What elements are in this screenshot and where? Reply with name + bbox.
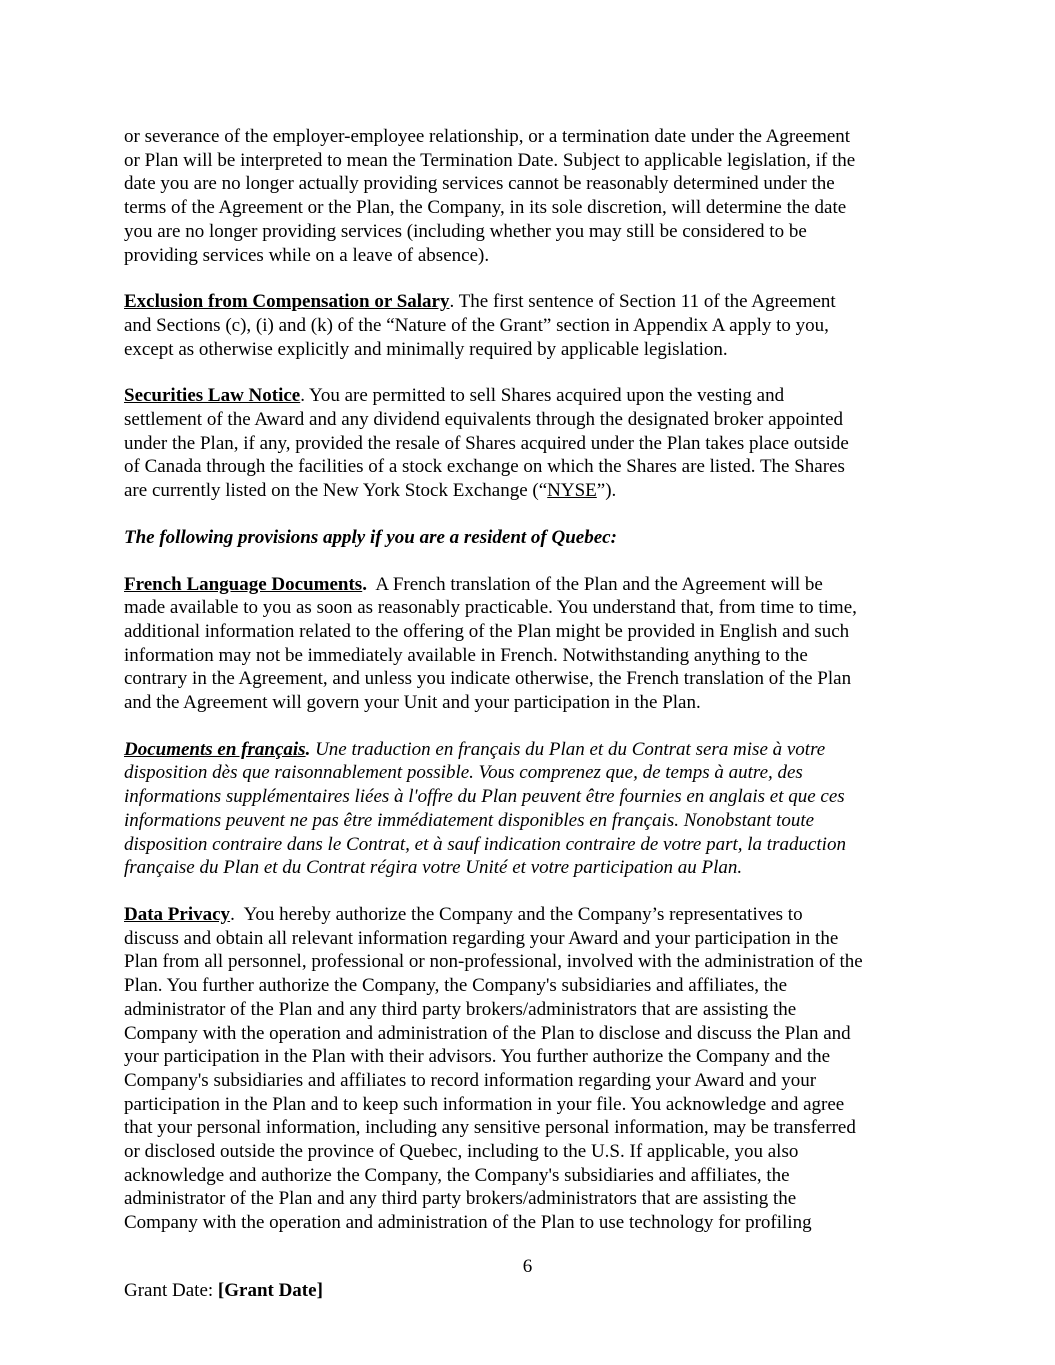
text-line: disposition dès que raisonnablement possible. Vous comprenez que, de temps à autre, des bbox=[124, 762, 803, 784]
footer-grant-date bbox=[124, 1280, 323, 1302]
french-language-paragraph bbox=[124, 573, 954, 715]
exclusion-paragraph bbox=[124, 290, 954, 361]
text-line: additional information related to the offering of the Plan might be provided in English and such bbox=[124, 620, 850, 642]
text-line: informations peuvent ne pas être immédiatement disponibles en français. Nonobstant toute bbox=[124, 809, 815, 831]
text-line: discuss and obtain all relevant information regarding your Award and your participation in the bbox=[124, 927, 839, 949]
text-line: administrator of the Plan and any third party brokers/administrators that are assisting the bbox=[124, 998, 797, 1020]
text-line: terms of the Agreement or the Plan, the Company, in its sole discretion, will determine the date bbox=[124, 197, 847, 219]
text-line: providing services while on a leave of absence). bbox=[124, 244, 490, 266]
text-run: ”). bbox=[596, 480, 617, 502]
text-run: are currently listed on the New York Stock Exchange (“ bbox=[124, 480, 548, 502]
text-line: Company's subsidiaries and affiliates to record information regarding your Award and your bbox=[124, 1069, 817, 1091]
text-line: or disclosed outside the province of Quebec, including to the U.S. If applicable, you also bbox=[124, 1141, 799, 1163]
document-page bbox=[124, 125, 954, 1258]
securities-heading: Securities Law Notice bbox=[124, 385, 301, 407]
text-line: contrary in the Agreement, and unless you indicate otherwise, the French translation of the Plan bbox=[124, 668, 852, 690]
text-line: your participation in the Plan with their advisors. You further authorize the Company and the bbox=[124, 1046, 831, 1068]
text-run: Une traduction en français du Plan et du Contrat sera mise à votre bbox=[310, 738, 826, 760]
documents-en-francais-heading: Documents en français bbox=[124, 738, 306, 760]
data-privacy-heading: Data Privacy bbox=[124, 903, 231, 925]
text-run: . You are permitted to sell Shares acquired upon the vesting and bbox=[300, 385, 785, 407]
securities-paragraph bbox=[124, 384, 954, 503]
text-line: or Plan will be interpreted to mean the Termination Date. Subject to applicable legislation, if the bbox=[124, 149, 856, 171]
text-line: française du Plan et du Contrat régira votre Unité et votre participation au Plan. bbox=[124, 857, 743, 879]
exclusion-heading: Exclusion from Compensation or Salary bbox=[124, 291, 450, 313]
page-number: 6 bbox=[522, 1256, 533, 1277]
text-line: Plan. You further authorize the Company, the Company's subsidiaries and affiliates, the bbox=[124, 975, 788, 997]
text-line bbox=[124, 479, 954, 503]
text-line: under the Plan, if any, provided the resale of Shares acquired under the Plan takes place outside bbox=[124, 432, 849, 454]
text-line bbox=[124, 738, 954, 762]
text-line: and Sections (c), (i) and (k) of the “Nature of the Grant” section in Appendix A apply to you, bbox=[124, 314, 829, 336]
termination-paragraph bbox=[124, 125, 954, 267]
french-language-heading: French Language Documents bbox=[124, 573, 363, 595]
text-line: informations supplémentaires liées à l'offre du Plan peuvent être fournies en anglais et que ces bbox=[124, 786, 845, 808]
text-run: . You hereby authorize the Company and the Company’s representatives to bbox=[230, 903, 803, 925]
text-run: . The first sentence of Section 11 of the Agreement bbox=[449, 291, 836, 313]
text-line: administrator of the Plan and any third party brokers/administrators that are assisting the bbox=[124, 1188, 797, 1210]
data-privacy-paragraph bbox=[124, 903, 954, 1235]
text-line: made available to you as soon as reasonably practicable. You understand that, from time to time, bbox=[124, 597, 857, 619]
text-line bbox=[124, 903, 954, 927]
text-line bbox=[124, 573, 954, 597]
text-line: you are no longer providing services (including whether you may still be considered to be bbox=[124, 220, 807, 242]
text-line: Company with the operation and administration of the Plan to use technology for profiling bbox=[124, 1212, 812, 1234]
text-line: of Canada through the facilities of a stock exchange on which the Shares are listed. The Shares bbox=[124, 456, 845, 478]
nyse-abbreviation: NYSE bbox=[547, 480, 597, 502]
text-line: Company with the operation and administration of the Plan to disclose and discuss the Plan and bbox=[124, 1022, 851, 1044]
text-line: information may not be immediately available in French. Notwithstanding anything to the bbox=[124, 644, 808, 666]
text-line bbox=[124, 384, 954, 408]
text-line: Plan from all personnel, professional or non-professional, involved with the administration of the bbox=[124, 951, 863, 973]
text-line bbox=[124, 290, 954, 314]
text-line: except as otherwise explicitly and minimally required by applicable legislation. bbox=[124, 338, 728, 360]
text-line: acknowledge and authorize the Company, the Company's subsidiaries and affiliates, the bbox=[124, 1164, 790, 1186]
documents-en-francais-paragraph bbox=[124, 738, 954, 880]
heading-punct: . bbox=[305, 738, 311, 760]
quebec-intro-text: The following provisions apply if you are a resident of Quebec: bbox=[124, 526, 617, 548]
text-line: participation in the Plan and to keep such information in your file. You acknowledge and agree bbox=[124, 1093, 845, 1115]
heading-punct: . bbox=[362, 573, 367, 595]
text-line: disposition contraire dans le Contrat, et à sauf indication contraire de votre part, la traduction bbox=[124, 833, 846, 855]
grant-date-value: [Grant Date] bbox=[217, 1280, 323, 1301]
text-line: and the Agreement will govern your Unit and your participation in the Plan. bbox=[124, 692, 701, 714]
text-run: A French translation of the Plan and the Agreement will be bbox=[366, 573, 823, 595]
text-line: or severance of the employer-employee relationship, or a termination date under the Agreement bbox=[124, 126, 851, 147]
grant-date-label: Grant Date: bbox=[124, 1280, 218, 1301]
text-line: settlement of the Award and any dividend equivalents through the designated broker appointed bbox=[124, 409, 844, 431]
text-line: that your personal information, including any sensitive personal information, may be transferred bbox=[124, 1117, 856, 1139]
quebec-intro bbox=[124, 526, 954, 550]
text-line: date you are no longer actually providing services cannot be reasonably determined under the bbox=[124, 173, 835, 195]
